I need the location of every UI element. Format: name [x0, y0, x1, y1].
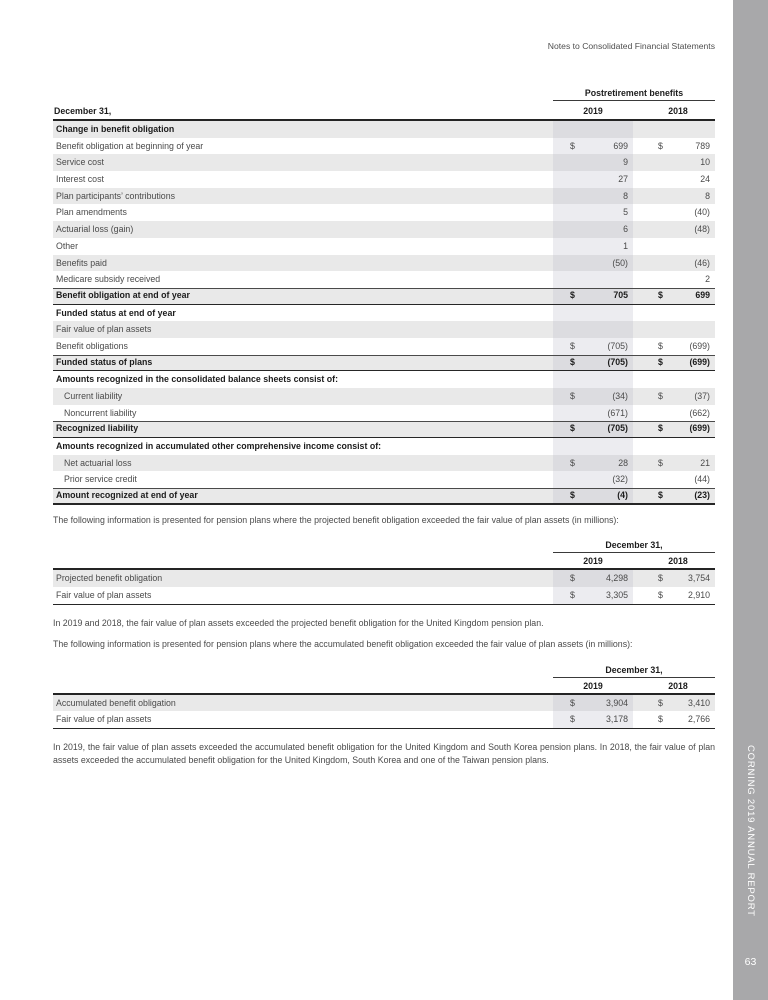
currency-symbol: $ [658, 457, 663, 468]
row-label: Amount recognized at end of year [56, 490, 198, 501]
value-2018 [641, 138, 715, 155]
amount: (50) [612, 257, 628, 268]
table-row [53, 471, 715, 488]
group-header-label: Postretirement benefits [553, 86, 715, 101]
row-label: Fair value of plan assets [56, 714, 152, 725]
amount: 2,910 [687, 590, 710, 600]
year-column-2018: 2018 [668, 556, 688, 567]
value-2019 [553, 221, 633, 238]
amount: 699 [695, 289, 710, 300]
group-header-label: December 31, [553, 663, 715, 678]
table-row [53, 455, 715, 472]
amount: 27 [618, 174, 628, 185]
amount: 699 [613, 140, 628, 151]
currency-symbol: $ [658, 356, 663, 367]
row-label: Net actuarial loss [64, 457, 132, 468]
value-2019 [553, 271, 633, 288]
currency-symbol: $ [570, 697, 575, 708]
value-2018 [641, 121, 715, 138]
column-gap [633, 221, 641, 238]
row-label: Fair value of plan assets [56, 324, 152, 335]
column-gap [633, 171, 641, 188]
value-2018 [641, 338, 715, 355]
currency-symbol: $ [570, 340, 575, 351]
year-column-2018: 2018 [668, 106, 688, 116]
paragraph-accumulated-intro: The following information is presented for pension plans where the accumulated benefit obligation exceeded the fair value of plan assets (in millions): [53, 639, 633, 650]
row-label: Benefit obligation at beginning of year [56, 140, 204, 151]
currency-symbol: $ [658, 490, 663, 501]
table-row [53, 305, 715, 322]
value-2018 [641, 321, 715, 338]
value-2018 [641, 238, 715, 255]
column-gap [633, 204, 641, 221]
row-label: Actuarial loss (gain) [56, 224, 134, 235]
table-body [53, 121, 715, 505]
table-row [53, 405, 715, 422]
paragraph-accumulated-note: In 2019, the fair value of plan assets exceeded the accumulated benefit obligation for the United Kingdom and South Korea pension plans. In 2018, the fair value of plan assets exceeded the accumulated benefit obligation for the United Kingdom, South Korea and one of the Taiwan pension plans. [53, 742, 715, 765]
page-content [53, 0, 715, 766]
column-gap [633, 154, 641, 171]
currency-symbol: $ [658, 289, 663, 300]
value-2018 [641, 587, 715, 604]
column-gap [633, 271, 641, 288]
amount: 28 [618, 457, 628, 468]
value-2019 [553, 405, 633, 422]
amount: (48) [694, 224, 710, 235]
table-row [53, 288, 715, 305]
value-2019 [553, 138, 633, 155]
value-2018 [641, 405, 715, 422]
spacer [633, 101, 641, 121]
column-gap [633, 121, 641, 138]
row-label: Service cost [56, 157, 104, 168]
currency-symbol: $ [658, 140, 663, 151]
value-2018 [641, 455, 715, 472]
table-row [53, 238, 715, 255]
year-column-2019: 2019 [583, 106, 603, 116]
value-2018 [641, 388, 715, 405]
value-2018 [641, 204, 715, 221]
row-label: Accumulated benefit obligation [56, 697, 176, 708]
row-label: Plan participants’ contributions [56, 190, 175, 201]
column-gap [633, 711, 641, 728]
value-2018 [641, 188, 715, 205]
table-row [53, 711, 715, 728]
table-row [53, 570, 715, 587]
value-2018 [641, 471, 715, 488]
row-label: Other [56, 240, 79, 251]
currency-symbol: $ [570, 714, 575, 725]
value-2019 [553, 238, 633, 255]
amount: 9 [623, 157, 628, 168]
row-label: Amounts recognized in the consolidated balance sheets consist of: [56, 374, 339, 385]
table-row [53, 355, 715, 372]
row-label: Recognized liability [56, 423, 139, 434]
value-2018 [641, 371, 715, 388]
currency-symbol: $ [570, 423, 575, 434]
value-2019 [553, 188, 633, 205]
value-2019 [553, 570, 633, 587]
table-row [53, 488, 715, 505]
value-2019 [553, 438, 633, 455]
spacer [633, 678, 641, 695]
row-label: Funded status at end of year [56, 307, 176, 318]
value-2019 [553, 422, 633, 437]
table-row [53, 121, 715, 138]
table-row [53, 438, 715, 455]
row-label: Projected benefit obligation [56, 573, 163, 584]
value-2019 [553, 171, 633, 188]
value-2018 [641, 422, 715, 437]
column-gap [633, 695, 641, 712]
amount: (4) [617, 490, 628, 501]
column-gap [633, 138, 641, 155]
table-row [53, 204, 715, 221]
value-2019 [553, 338, 633, 355]
value-2019 [553, 154, 633, 171]
currency-symbol: $ [658, 590, 663, 600]
currency-symbol: $ [570, 140, 575, 151]
amount: (40) [694, 207, 710, 218]
table-row [53, 321, 715, 338]
table-projected-benefit-obligation [53, 538, 715, 604]
amount: 21 [700, 457, 710, 468]
amount: 3,178 [605, 714, 628, 725]
amount: 4,298 [605, 573, 628, 584]
table-group-header-row [53, 663, 715, 678]
currency-symbol: $ [570, 457, 575, 468]
spacer [53, 663, 553, 678]
currency-symbol: $ [570, 391, 575, 401]
table-row [53, 154, 715, 171]
table-body [53, 570, 715, 604]
column-gap [633, 255, 641, 272]
paragraph-projected-note: In 2019 and 2018, the fair value of plan assets exceeded the projected benefit obligation for the United Kingdom pension plan. [53, 617, 544, 628]
amount: (699) [689, 340, 710, 351]
table-row [53, 587, 715, 604]
amount: 2 [705, 274, 710, 285]
table-body [53, 695, 715, 729]
column-gap [633, 338, 641, 355]
value-2018 [641, 171, 715, 188]
currency-symbol: $ [570, 573, 575, 584]
table-row [53, 171, 715, 188]
row-label: Current liability [64, 391, 123, 401]
row-label: Fair value of plan assets [56, 590, 152, 600]
amount: 24 [700, 174, 710, 185]
amount: (46) [694, 257, 710, 268]
amount: (705) [607, 356, 628, 367]
table-row [53, 421, 715, 438]
row-label: Change in benefit obligation [56, 124, 175, 134]
value-2019 [553, 204, 633, 221]
currency-symbol: $ [570, 490, 575, 501]
column-gap [633, 587, 641, 604]
value-2019 [553, 356, 633, 371]
report-sidebar [733, 0, 768, 1000]
value-2018 [641, 711, 715, 728]
amount: (662) [689, 407, 710, 418]
amount: 705 [613, 289, 628, 300]
amount: 10 [700, 157, 710, 168]
amount: (705) [607, 340, 628, 351]
amount: (32) [612, 474, 628, 485]
value-2019 [553, 587, 633, 604]
value-2019 [553, 489, 633, 503]
table-row [53, 255, 715, 272]
value-2019 [553, 388, 633, 405]
value-2018 [641, 305, 715, 322]
column-gap [633, 388, 641, 405]
amount: 2,766 [687, 714, 710, 725]
value-2019 [553, 121, 633, 138]
table-accumulated-benefit-obligation [53, 663, 715, 729]
row-label: Benefits paid [56, 257, 107, 268]
left-column-header: December 31, [54, 106, 112, 116]
currency-symbol: $ [658, 714, 663, 725]
column-gap [633, 438, 641, 455]
page-number: 63 [744, 956, 757, 968]
amount: 1 [623, 240, 628, 251]
amount: 8 [623, 190, 628, 201]
column-gap [633, 471, 641, 488]
row-label: Prior service credit [64, 474, 137, 485]
value-2019 [553, 711, 633, 728]
year-column-2018: 2018 [668, 680, 688, 691]
row-label: Noncurrent liability [64, 407, 137, 418]
currency-symbol: $ [658, 423, 663, 434]
table-row [53, 221, 715, 238]
value-2019 [553, 305, 633, 322]
row-label: Amounts recognized in accumulated other comprehensive income consist of: [56, 441, 382, 452]
value-2018 [641, 154, 715, 171]
currency-symbol: $ [658, 573, 663, 584]
amount: (37) [694, 391, 710, 401]
currency-symbol: $ [570, 356, 575, 367]
spacer [53, 538, 553, 553]
value-2018 [641, 271, 715, 288]
value-2018 [641, 289, 715, 304]
table-column-header-row [53, 101, 715, 121]
column-gap [633, 356, 641, 371]
amount: 3,904 [605, 697, 628, 708]
amount: (705) [607, 423, 628, 434]
table-row [53, 695, 715, 712]
amount: 3,305 [605, 590, 628, 600]
value-2018 [641, 255, 715, 272]
year-column-2019: 2019 [583, 556, 603, 567]
year-column-2019: 2019 [583, 680, 603, 691]
row-label: Funded status of plans [56, 356, 153, 367]
column-gap [633, 321, 641, 338]
value-2019 [553, 255, 633, 272]
value-2018 [641, 695, 715, 712]
spacer [53, 86, 553, 101]
currency-symbol: $ [658, 697, 663, 708]
left-column-header [53, 678, 553, 695]
column-gap [633, 455, 641, 472]
column-gap [633, 570, 641, 587]
amount: (671) [607, 407, 628, 418]
value-2018 [641, 356, 715, 371]
table-row [53, 138, 715, 155]
column-gap [633, 289, 641, 304]
column-gap [633, 305, 641, 322]
left-column-header [53, 553, 553, 570]
row-label: Plan amendments [56, 207, 127, 218]
table-group-header-row [53, 538, 715, 553]
value-2019 [553, 371, 633, 388]
currency-symbol: $ [658, 391, 663, 401]
amount: 6 [623, 224, 628, 235]
table-group-header-row [53, 86, 715, 101]
currency-symbol: $ [570, 590, 575, 600]
amount: (699) [689, 356, 710, 367]
amount: 3,754 [687, 573, 710, 584]
group-header-label: December 31, [553, 538, 715, 553]
spacer [633, 553, 641, 570]
amount: (34) [612, 391, 628, 401]
column-gap [633, 405, 641, 422]
table-row [53, 388, 715, 405]
row-label: Medicare subsidy received [56, 274, 161, 285]
document-header: Notes to Consolidated Financial Statements [547, 41, 715, 51]
amount: (23) [694, 490, 710, 501]
column-gap [633, 422, 641, 437]
value-2019 [553, 455, 633, 472]
value-2019 [553, 471, 633, 488]
amount: 3,410 [687, 697, 710, 708]
column-gap [633, 371, 641, 388]
sidebar-report-title: CORNING 2019 ANNUAL REPORT [745, 745, 756, 917]
row-label: Interest cost [56, 174, 104, 185]
currency-symbol: $ [570, 289, 575, 300]
row-label: Benefit obligations [56, 340, 128, 351]
row-label: Benefit obligation at end of year [56, 289, 190, 300]
value-2018 [641, 570, 715, 587]
paragraph-projected-intro: The following information is presented for pension plans where the projected benefit obligation exceeded the fair value of plan assets (in millions): [53, 514, 619, 525]
currency-symbol: $ [658, 340, 663, 351]
value-2018 [641, 221, 715, 238]
value-2019 [553, 321, 633, 338]
column-gap [633, 489, 641, 503]
amount: 789 [695, 140, 710, 151]
table-row [53, 371, 715, 388]
column-gap [633, 188, 641, 205]
table-row [53, 338, 715, 355]
table-row [53, 271, 715, 288]
table-column-header-row [53, 553, 715, 570]
amount: (44) [694, 474, 710, 485]
table-row [53, 188, 715, 205]
table-column-header-row [53, 678, 715, 695]
value-2019 [553, 695, 633, 712]
amount: 8 [705, 190, 710, 201]
value-2018 [641, 438, 715, 455]
column-gap [633, 238, 641, 255]
value-2018 [641, 489, 715, 503]
amount: 5 [623, 207, 628, 218]
amount: (699) [689, 423, 710, 434]
value-2019 [553, 289, 633, 304]
table-postretirement-benefits [53, 86, 715, 505]
